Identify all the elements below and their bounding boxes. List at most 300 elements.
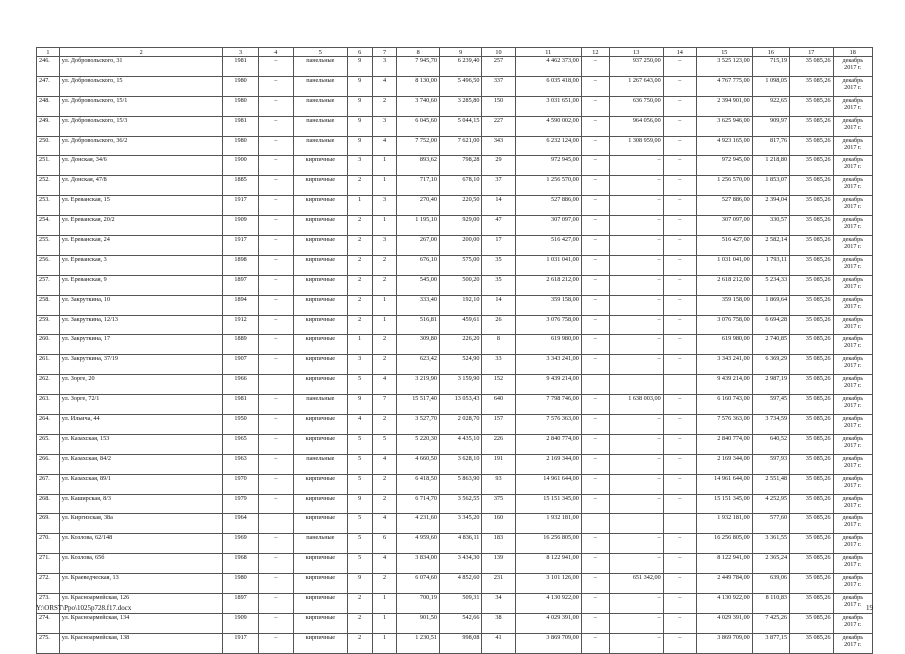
cell-total-area: 623,42: [397, 355, 439, 375]
cell-max-cost-per-sqm: 35 085,26: [790, 196, 834, 216]
cell-cost-col-15: 1 256 570,00: [696, 176, 752, 196]
cell-cost-per-sqm: 6 369,29: [752, 355, 789, 375]
cell-cost-col-14: –: [663, 554, 696, 574]
cell-cost-col-14: –: [663, 315, 696, 335]
table-row: [37, 434, 873, 454]
cell-planned-date: декабрь 2017 г.: [833, 355, 872, 375]
cell-cost-col-15: 7 576 363,00: [696, 415, 752, 435]
cell-living-area: 7 621,00: [439, 136, 481, 156]
cell-cost-col-12: –: [581, 275, 609, 295]
cell-cost-col-14: –: [663, 574, 696, 594]
cell-cost-col-15: 2 449 784,00: [696, 574, 752, 594]
cell-cost-col-12: –: [581, 454, 609, 474]
cell-residents: 26: [482, 315, 515, 335]
cell-cost-col-15: 2 169 344,00: [696, 454, 752, 474]
cell-total-area: 4 231,60: [397, 514, 439, 534]
cell-total-cost: 359 158,00: [515, 295, 581, 315]
cell-max-cost-per-sqm: 35 085,26: [790, 633, 834, 653]
cell-floors: 9: [347, 136, 372, 156]
cell-row-number: 246.: [37, 57, 60, 77]
cell-cost-per-sqm: 1 098,05: [752, 76, 789, 96]
cell-address: ул. Донская, 34/6: [59, 156, 223, 176]
page-number: 19: [866, 604, 873, 612]
cell-total-area: 516,81: [397, 315, 439, 335]
cell-cost-col-13: 937 250,00: [609, 57, 663, 77]
cell-max-cost-per-sqm: 35 085,26: [790, 395, 834, 415]
cell-total-area: 5 220,30: [397, 434, 439, 454]
cell-planned-date: декабрь 2017 г.: [833, 315, 872, 335]
cell-floors: 2: [347, 236, 372, 256]
cell-total-area: 3 740,60: [397, 96, 439, 116]
cell-address: ул. Казахская, 84/2: [59, 454, 223, 474]
cell-residents: 152: [482, 375, 515, 395]
cell-wall-material: кирпичные: [293, 474, 347, 494]
cell-living-area: 929,00: [439, 216, 481, 236]
table-row: [37, 474, 873, 494]
cell-year-built: 1917: [223, 236, 258, 256]
cell-cost-col-14: –: [663, 434, 696, 454]
cell-residents: 375: [482, 494, 515, 514]
cell-year-overhaul: –: [258, 395, 293, 415]
cell-residents: 191: [482, 454, 515, 474]
cell-cost-col-15: 972 945,00: [696, 156, 752, 176]
cell-cost-col-14: –: [663, 335, 696, 355]
cell-cost-per-sqm: 922,65: [752, 96, 789, 116]
cell-entrances: 3: [372, 116, 397, 136]
cell-cost-col-13: [609, 375, 663, 395]
cell-max-cost-per-sqm: 35 085,26: [790, 156, 834, 176]
cell-entrances: 2: [372, 335, 397, 355]
cell-year-built: 1981: [223, 395, 258, 415]
cell-living-area: 500,20: [439, 275, 481, 295]
cell-planned-date: декабрь 2017 г.: [833, 295, 872, 315]
cell-planned-date: декабрь 2017 г.: [833, 275, 872, 295]
table-row: [37, 514, 873, 534]
cell-max-cost-per-sqm: 35 085,26: [790, 216, 834, 236]
cell-cost-col-13: 636 750,00: [609, 96, 663, 116]
cell-total-cost: 516 427,00: [515, 236, 581, 256]
cell-year-built: 1897: [223, 594, 258, 614]
cell-living-area: 3 285,80: [439, 96, 481, 116]
cell-cost-col-14: –: [663, 474, 696, 494]
cell-total-area: 676,10: [397, 255, 439, 275]
header-cell-cost-per-sqm: 16: [752, 48, 789, 57]
cell-total-area: 8 130,00: [397, 76, 439, 96]
cell-year-overhaul: –: [258, 295, 293, 315]
table-row: [37, 594, 873, 614]
cell-row-number: 254.: [37, 216, 60, 236]
cell-planned-date: декабрь 2017 г.: [833, 116, 872, 136]
cell-entrances: 1: [372, 216, 397, 236]
header-cell-cost-col-15: 15: [696, 48, 752, 57]
cell-wall-material: кирпичные: [293, 613, 347, 633]
cell-residents: 337: [482, 76, 515, 96]
cell-address: ул. Зорге, 72/1: [59, 395, 223, 415]
cell-cost-col-13: –: [609, 255, 663, 275]
cell-address: ул. Закруткина, 17: [59, 335, 223, 355]
cell-planned-date: декабрь 2017 г.: [833, 176, 872, 196]
cell-wall-material: кирпичные: [293, 176, 347, 196]
cell-planned-date: декабрь 2017 г.: [833, 196, 872, 216]
cell-cost-col-15: 1 932 181,00: [696, 514, 752, 534]
cell-residents: 640: [482, 395, 515, 415]
cell-year-built: 1980: [223, 574, 258, 594]
cell-address: ул. Добровольского, 15: [59, 76, 223, 96]
cell-wall-material: кирпичные: [293, 255, 347, 275]
cell-address: ул. Зорге, 20: [59, 375, 223, 395]
cell-total-cost: 16 256 805,00: [515, 534, 581, 554]
table-row: [37, 57, 873, 77]
cell-address: ул. Добровольского, 15/3: [59, 116, 223, 136]
cell-planned-date: декабрь 2017 г.: [833, 434, 872, 454]
cell-residents: 227: [482, 116, 515, 136]
header-cell-total-area: 8: [397, 48, 439, 57]
cell-cost-col-12: –: [581, 474, 609, 494]
cell-address: ул. Добровольского, 31: [59, 57, 223, 77]
cell-total-area: 7 752,00: [397, 136, 439, 156]
cell-cost-col-14: –: [663, 156, 696, 176]
table-row: [37, 255, 873, 275]
cell-cost-col-15: 527 886,00: [696, 196, 752, 216]
cell-cost-col-12: –: [581, 176, 609, 196]
table-row: [37, 534, 873, 554]
header-cell-max-cost-per-sqm: 17: [790, 48, 834, 57]
header-cell-address: 2: [59, 48, 223, 57]
cell-year-overhaul: –: [258, 554, 293, 574]
cell-total-area: 6 714,70: [397, 494, 439, 514]
cell-year-built: 1897: [223, 275, 258, 295]
header-cell-cost-col-14: 14: [663, 48, 696, 57]
table-row: [37, 454, 873, 474]
cell-cost-col-14: –: [663, 116, 696, 136]
header-cell-year-built: 3: [223, 48, 258, 57]
cell-wall-material: кирпичные: [293, 633, 347, 653]
cell-year-built: 1889: [223, 335, 258, 355]
cell-residents: 47: [482, 216, 515, 236]
cell-year-overhaul: –: [258, 633, 293, 653]
cell-year-built: 1980: [223, 96, 258, 116]
cell-address: ул. Казахская, 89/1: [59, 474, 223, 494]
cell-cost-col-13: –: [609, 156, 663, 176]
cell-cost-col-15: 15 151 345,00: [696, 494, 752, 514]
cell-cost-col-15: 2 840 774,00: [696, 434, 752, 454]
cell-max-cost-per-sqm: 35 085,26: [790, 554, 834, 574]
cell-cost-col-15: 3 076 758,00: [696, 315, 752, 335]
cell-floors: 3: [347, 355, 372, 375]
cell-row-number: 257.: [37, 275, 60, 295]
cell-year-built: 1950: [223, 415, 258, 435]
cell-residents: 257: [482, 57, 515, 77]
cell-cost-col-12: –: [581, 236, 609, 256]
header-cell-total-cost: 11: [515, 48, 581, 57]
cell-entrances: 3: [372, 57, 397, 77]
cell-wall-material: панельные: [293, 534, 347, 554]
cell-row-number: 271.: [37, 554, 60, 574]
cell-max-cost-per-sqm: 35 085,26: [790, 574, 834, 594]
cell-floors: 9: [347, 96, 372, 116]
cell-living-area: 524,90: [439, 355, 481, 375]
cell-max-cost-per-sqm: 35 085,26: [790, 375, 834, 395]
cell-floors: 2: [347, 594, 372, 614]
cell-max-cost-per-sqm: 35 085,26: [790, 514, 834, 534]
cell-cost-per-sqm: 1 869,64: [752, 295, 789, 315]
cell-planned-date: декабрь 2017 г.: [833, 574, 872, 594]
table-row: [37, 275, 873, 295]
cell-floors: 2: [347, 295, 372, 315]
cell-max-cost-per-sqm: 35 085,26: [790, 613, 834, 633]
cell-year-built: 1898: [223, 255, 258, 275]
cell-total-cost: 9 439 214,00: [515, 375, 581, 395]
cell-entrances: 2: [372, 415, 397, 435]
cell-row-number: 268.: [37, 494, 60, 514]
cell-wall-material: панельные: [293, 76, 347, 96]
cell-row-number: 251.: [37, 156, 60, 176]
cell-row-number: 260.: [37, 335, 60, 355]
cell-row-number: 250.: [37, 136, 60, 156]
cell-living-area: 5 044,15: [439, 116, 481, 136]
cell-cost-col-14: –: [663, 76, 696, 96]
cell-wall-material: кирпичные: [293, 514, 347, 534]
cell-floors: 2: [347, 255, 372, 275]
cell-entrances: 2: [372, 474, 397, 494]
cell-cost-col-14: –: [663, 136, 696, 156]
cell-address: ул. Краеведческая, 13: [59, 574, 223, 594]
cell-residents: 14: [482, 295, 515, 315]
cell-cost-per-sqm: 817,76: [752, 136, 789, 156]
cell-address: ул. Киргизская, 38а: [59, 514, 223, 534]
cell-residents: 157: [482, 415, 515, 435]
cell-entrances: 2: [372, 96, 397, 116]
cell-year-overhaul: –: [258, 415, 293, 435]
cell-residents: 14: [482, 196, 515, 216]
cell-floors: 5: [347, 375, 372, 395]
cell-address: ул. Ереванская, 15: [59, 196, 223, 216]
cell-planned-date: декабрь 2017 г.: [833, 594, 872, 614]
cell-year-built: 1968: [223, 554, 258, 574]
cell-cost-col-12: –: [581, 255, 609, 275]
cell-max-cost-per-sqm: 35 085,26: [790, 295, 834, 315]
header-cell-wall-material: 5: [293, 48, 347, 57]
cell-year-overhaul: –: [258, 96, 293, 116]
cell-living-area: 3 434,30: [439, 554, 481, 574]
cell-floors: 5: [347, 434, 372, 454]
cell-cost-col-15: 307 097,00: [696, 216, 752, 236]
cell-cost-col-14: –: [663, 176, 696, 196]
cell-residents: 226: [482, 434, 515, 454]
cell-cost-col-12: –: [581, 96, 609, 116]
cell-cost-col-12: [581, 514, 609, 534]
cell-cost-col-12: –: [581, 633, 609, 653]
cell-cost-per-sqm: 597,45: [752, 395, 789, 415]
cell-year-built: 1980: [223, 136, 258, 156]
table-row: [37, 156, 873, 176]
cell-total-cost: 3 031 651,00: [515, 96, 581, 116]
cell-cost-per-sqm: 5 234,33: [752, 275, 789, 295]
cell-living-area: 4 836,11: [439, 534, 481, 554]
cell-row-number: 247.: [37, 76, 60, 96]
cell-wall-material: панельные: [293, 395, 347, 415]
cell-cost-col-12: –: [581, 494, 609, 514]
cell-total-cost: 972 945,00: [515, 156, 581, 176]
cell-cost-col-12: –: [581, 534, 609, 554]
cell-total-cost: 6 232 124,00: [515, 136, 581, 156]
cell-total-area: 545,00: [397, 275, 439, 295]
cell-max-cost-per-sqm: 35 085,26: [790, 335, 834, 355]
cell-residents: 17: [482, 236, 515, 256]
cell-row-number: 248.: [37, 96, 60, 116]
cell-cost-col-14: –: [663, 594, 696, 614]
cell-residents: 38: [482, 613, 515, 633]
cell-cost-per-sqm: 2 987,19: [752, 375, 789, 395]
cell-cost-col-14: –: [663, 494, 696, 514]
cell-wall-material: кирпичные: [293, 216, 347, 236]
cell-cost-col-14: –: [663, 395, 696, 415]
cell-max-cost-per-sqm: 35 085,26: [790, 176, 834, 196]
cell-row-number: 267.: [37, 474, 60, 494]
cell-living-area: 3 159,90: [439, 375, 481, 395]
cell-entrances: 4: [372, 136, 397, 156]
cell-floors: 9: [347, 494, 372, 514]
cell-address: ул. Закруткина, 12/13: [59, 315, 223, 335]
cell-planned-date: декабрь 2017 г.: [833, 494, 872, 514]
cell-total-cost: 7 798 746,00: [515, 395, 581, 415]
cell-planned-date: декабрь 2017 г.: [833, 534, 872, 554]
cell-address: ул. Козлова, 65б: [59, 554, 223, 574]
cell-max-cost-per-sqm: 35 085,26: [790, 255, 834, 275]
cell-row-number: 258.: [37, 295, 60, 315]
cell-cost-per-sqm: 2 582,14: [752, 236, 789, 256]
cell-planned-date: декабрь 2017 г.: [833, 255, 872, 275]
cell-residents: 231: [482, 574, 515, 594]
cell-cost-col-15: 516 427,00: [696, 236, 752, 256]
cell-total-area: 6 418,50: [397, 474, 439, 494]
cell-wall-material: кирпичные: [293, 574, 347, 594]
cell-total-cost: 619 980,00: [515, 335, 581, 355]
cell-cost-per-sqm: 8 110,83: [752, 594, 789, 614]
cell-wall-material: панельные: [293, 136, 347, 156]
cell-residents: 35: [482, 275, 515, 295]
cell-year-built: 1909: [223, 216, 258, 236]
cell-row-number: 253.: [37, 196, 60, 216]
cell-max-cost-per-sqm: 35 085,26: [790, 315, 834, 335]
cell-residents: 343: [482, 136, 515, 156]
cell-cost-col-13: –: [609, 176, 663, 196]
cell-year-overhaul: –: [258, 156, 293, 176]
cell-entrances: 1: [372, 594, 397, 614]
cell-living-area: 2 028,70: [439, 415, 481, 435]
cell-total-cost: 8 122 941,00: [515, 554, 581, 574]
table-row: [37, 196, 873, 216]
cell-cost-col-13: –: [609, 315, 663, 335]
cell-living-area: 5 496,50: [439, 76, 481, 96]
cell-cost-col-15: 2 618 212,00: [696, 275, 752, 295]
cell-entrances: 5: [372, 434, 397, 454]
cell-total-cost: 14 961 644,00: [515, 474, 581, 494]
cell-year-built: 1917: [223, 196, 258, 216]
cell-cost-col-14: –: [663, 415, 696, 435]
cell-floors: 2: [347, 613, 372, 633]
cell-entrances: 4: [372, 375, 397, 395]
cell-row-number: 264.: [37, 415, 60, 435]
cell-total-area: 700,19: [397, 594, 439, 614]
cell-residents: 139: [482, 554, 515, 574]
cell-living-area: 4 852,60: [439, 574, 481, 594]
cell-wall-material: кирпичные: [293, 156, 347, 176]
cell-cost-col-13: –: [609, 613, 663, 633]
cell-total-cost: 4 029 391,00: [515, 613, 581, 633]
cell-year-overhaul: [258, 375, 293, 395]
cell-cost-col-14: –: [663, 216, 696, 236]
cell-wall-material: кирпичные: [293, 236, 347, 256]
cell-wall-material: кирпичные: [293, 335, 347, 355]
cell-cost-col-14: –: [663, 454, 696, 474]
cell-address: ул. Каширская, 8/3: [59, 494, 223, 514]
cell-total-area: 3 527,70: [397, 415, 439, 435]
cell-floors: 5: [347, 454, 372, 474]
cell-cost-per-sqm: 6 694,28: [752, 315, 789, 335]
table-row: [37, 216, 873, 236]
housing-table: [36, 47, 873, 654]
cell-living-area: 5 863,90: [439, 474, 481, 494]
cell-year-overhaul: –: [258, 196, 293, 216]
cell-cost-col-13: –: [609, 454, 663, 474]
cell-cost-col-15: 3 343 241,00: [696, 355, 752, 375]
table-row: [37, 176, 873, 196]
cell-row-number: 262.: [37, 375, 60, 395]
cell-living-area: 220,50: [439, 196, 481, 216]
cell-wall-material: кирпичные: [293, 494, 347, 514]
cell-total-cost: 307 097,00: [515, 216, 581, 236]
cell-cost-col-12: –: [581, 315, 609, 335]
table-row: [37, 494, 873, 514]
cell-cost-per-sqm: 909,97: [752, 116, 789, 136]
cell-cost-col-12: –: [581, 295, 609, 315]
cell-planned-date: декабрь 2017 г.: [833, 613, 872, 633]
cell-cost-per-sqm: 715,19: [752, 57, 789, 77]
cell-row-number: 252.: [37, 176, 60, 196]
cell-total-area: 7 945,70: [397, 57, 439, 77]
header-cell-planned-date: 18: [833, 48, 872, 57]
table-row: [37, 76, 873, 96]
cell-wall-material: кирпичные: [293, 375, 347, 395]
cell-cost-per-sqm: 2 551,48: [752, 474, 789, 494]
cell-entrances: 1: [372, 295, 397, 315]
cell-max-cost-per-sqm: 35 085,26: [790, 96, 834, 116]
cell-year-built: 1963: [223, 454, 258, 474]
cell-year-overhaul: –: [258, 474, 293, 494]
cell-total-area: 333,40: [397, 295, 439, 315]
cell-cost-col-13: –: [609, 474, 663, 494]
cell-planned-date: декабрь 2017 г.: [833, 395, 872, 415]
cell-cost-col-15: 4 130 922,00: [696, 594, 752, 614]
table-row: [37, 335, 873, 355]
cell-address: ул. Закруткина, 10: [59, 295, 223, 315]
cell-cost-per-sqm: 3 877,15: [752, 633, 789, 653]
cell-floors: 5: [347, 474, 372, 494]
header-cell-row-number: 1: [37, 48, 60, 57]
table-row: [37, 633, 873, 653]
cell-entrances: 4: [372, 76, 397, 96]
cell-wall-material: кирпичные: [293, 315, 347, 335]
header-cell-living-area: 9: [439, 48, 481, 57]
cell-row-number: 274.: [37, 613, 60, 633]
table-row: [37, 295, 873, 315]
cell-address: ул. Закруткина, 37/19: [59, 355, 223, 375]
cell-total-cost: 527 886,00: [515, 196, 581, 216]
cell-cost-col-13: –: [609, 434, 663, 454]
cell-cost-per-sqm: 2 740,85: [752, 335, 789, 355]
cell-max-cost-per-sqm: 35 085,26: [790, 275, 834, 295]
